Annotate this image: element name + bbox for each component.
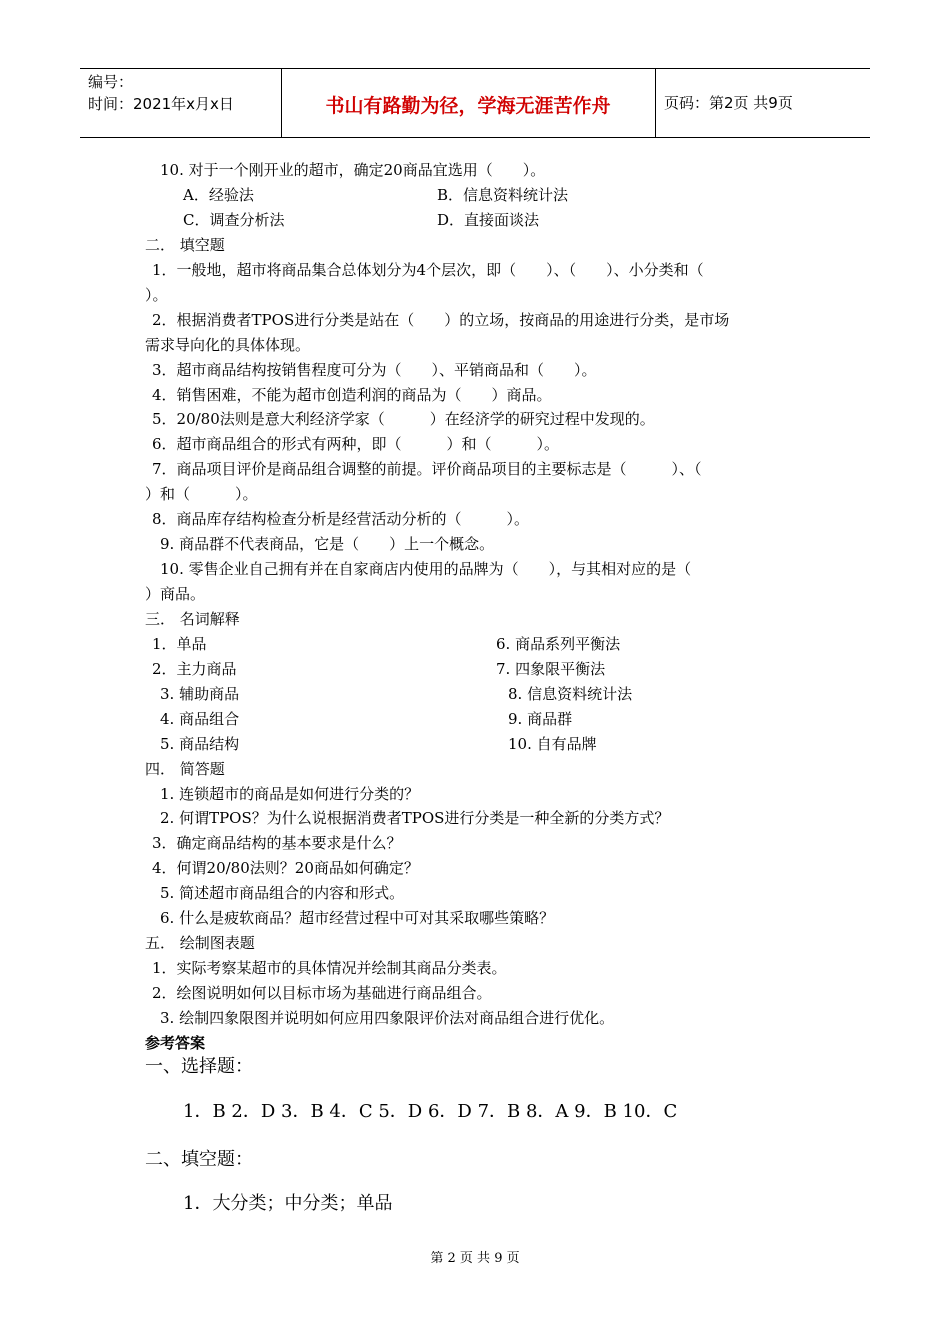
section-heading: 三． 名词解释 — [145, 610, 240, 628]
section-heading: 四． 简答题 — [145, 760, 225, 778]
question-line: 3．超市商品结构按销售程度可分为（ ）、平销商品和（ ）。 — [152, 361, 597, 379]
section-heading: 五． 绘制图表题 — [145, 934, 255, 952]
section-heading: 二． 填空题 — [145, 236, 225, 254]
option-line: C．调查分析法 — [183, 211, 285, 229]
question-line: 3. 绘制四象限图并说明如何应用四象限评价法对商品组合进行优化。 — [160, 1009, 615, 1027]
header-time: 时间：2021年x月x日 — [88, 95, 234, 113]
page-footer: 第 2 页 共 9 页 — [430, 1251, 520, 1266]
term-item: 3. 辅助商品 — [160, 685, 240, 703]
question-line: 2. 何谓TPOS？为什么说根据消费者TPOS进行分类是一种全新的分类方式？ — [160, 809, 670, 827]
question-line: 1．一般地，超市将商品集合总体划分为4个层次，即（ ）、（ ）、小分类和（ — [152, 261, 704, 279]
term-item: 5. 商品结构 — [160, 735, 240, 753]
question-line: 1．实际考察某超市的具体情况并绘制其商品分类表。 — [152, 959, 507, 977]
header-divider — [655, 69, 656, 137]
question-line: 2．根据消费者TPOS进行分类是站在（ ）的立场，按商品的用途进行分类，是市场 — [152, 311, 730, 329]
question-line: 需求导向化的具体体现。 — [145, 336, 311, 354]
term-item: 8. 信息资料统计法 — [508, 685, 633, 703]
answer-line: 1．B 2．D 3．B 4．C 5．D 6．D 7．B 8．A 9．B 10．C — [183, 1101, 678, 1122]
term-item: 1．单品 — [152, 635, 207, 653]
question-line: ）。 — [145, 286, 168, 304]
question-line: 6. 什么是疲软商品？超市经营过程中可对其采取哪些策略？ — [160, 909, 555, 927]
question-line: 1. 连锁超市的商品是如何进行分类的？ — [160, 785, 420, 803]
page-header — [80, 68, 870, 138]
answer-section-heading: 二、填空题： — [145, 1149, 253, 1170]
question-line: 6．超市商品组合的形式有两种，即（ ）和（ ）。 — [152, 435, 560, 453]
header-number: 编号： — [88, 73, 134, 91]
question-line: 5．20/80法则是意大利经济学家（ ）在经济学的研究过程中发现的。 — [152, 410, 655, 428]
question-line: 10. 零售企业自己拥有并在自家商店内使用的品牌为（ ），与其相对应的是（ — [160, 560, 692, 578]
question-line: 9. 商品群不代表商品，它是（ ）上一个概念。 — [160, 535, 495, 553]
term-item: 10. 自有品牌 — [508, 735, 597, 753]
header-page-info: 页码：第2页 共9页 — [664, 94, 793, 112]
question-line: 4．销售困难，不能为超市创造利润的商品为（ ）商品。 — [152, 386, 552, 404]
question-line: 5. 简述超市商品组合的内容和形式。 — [160, 884, 405, 902]
question-line: ）和（ ）。 — [145, 485, 258, 503]
option-line: B．信息资料统计法 — [437, 186, 569, 204]
term-item: 2．主力商品 — [152, 660, 237, 678]
answer-heading: 参考答案 — [145, 1034, 206, 1052]
question-line: 3．确定商品结构的基本要求是什么？ — [152, 834, 402, 852]
option-line: A．经验法 — [183, 186, 254, 204]
question-line: 10. 对于一个刚开业的超市，确定20商品宜选用（ ）。 — [160, 161, 546, 179]
question-line: 8．商品库存结构检查分析是经营活动分析的（ ）。 — [152, 510, 530, 528]
question-line: 4．何谓20/80法则？20商品如何确定？ — [152, 859, 419, 877]
question-line: 7．商品项目评价是商品组合调整的前提。评价商品项目的主要标志是（ ）、（ — [152, 460, 702, 478]
answer-line: 1．大分类；中分类；单品 — [183, 1193, 393, 1214]
option-line: D．直接面谈法 — [437, 211, 540, 229]
question-line: ）商品。 — [145, 585, 206, 603]
answer-section-heading: 一、选择题： — [145, 1056, 253, 1077]
header-meta — [88, 71, 234, 115]
header-motto: 书山有路勤为径，学海无涯苦作舟 — [325, 95, 611, 117]
term-item: 4. 商品组合 — [160, 710, 240, 728]
term-item: 9. 商品群 — [508, 710, 573, 728]
term-item: 7. 四象限平衡法 — [496, 660, 606, 678]
question-line: 2．绘图说明如何以目标市场为基础进行商品组合。 — [152, 984, 492, 1002]
term-item: 6. 商品系列平衡法 — [496, 635, 621, 653]
